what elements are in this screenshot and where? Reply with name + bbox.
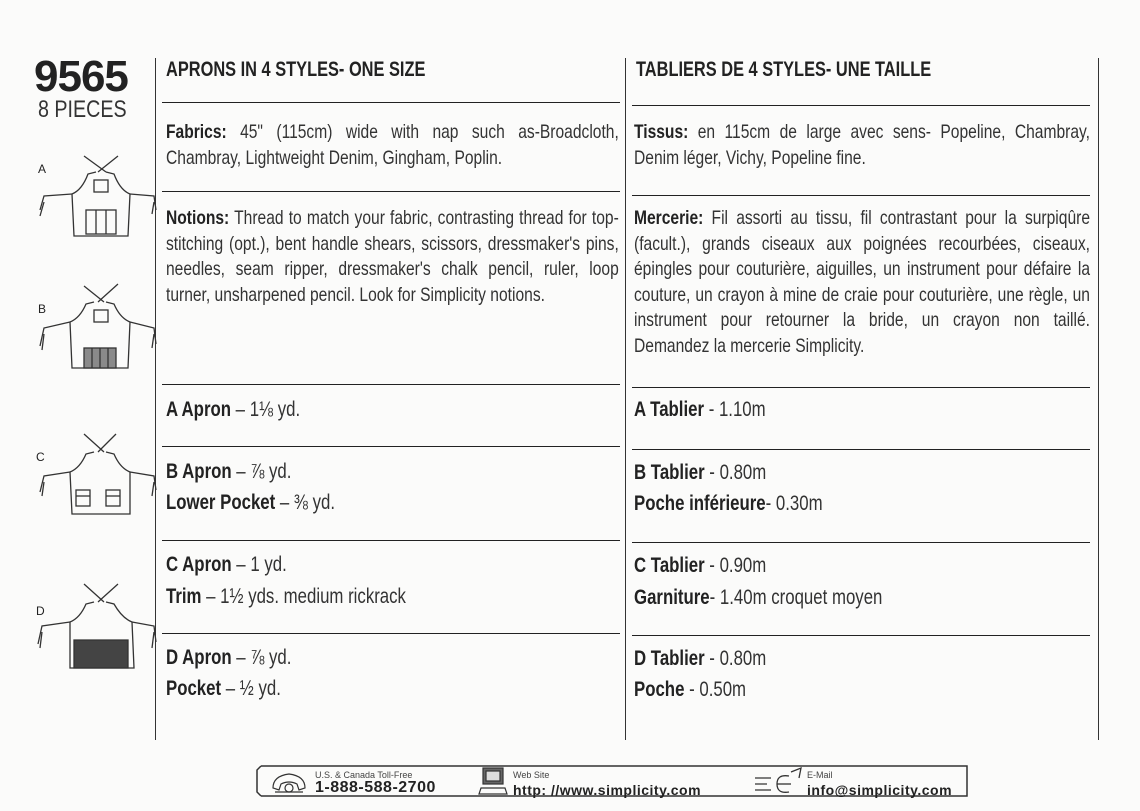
apron-a-illustration bbox=[36, 150, 156, 245]
apron-c-illustration bbox=[36, 430, 156, 525]
notions-text: Thread to match your fabric, contrasting thread for top-stitching (opt.), bent handle shears, scissors, dressmaker's pins, needles, seam ripper, dressmaker's chalk pencil, ruler, loop turner, unsharpened pencil. Look for Simplicity notions. bbox=[166, 207, 619, 306]
fabrics-text: 45" (115cm) wide with nap such as-Broadcloth, Chambray, Lightweight Denim, Gingham, Poplin. bbox=[166, 121, 619, 169]
illustration-label-d: D bbox=[36, 604, 45, 618]
computer-icon bbox=[477, 766, 511, 798]
metrage-a-tablier: A Tablier - 1.10m bbox=[634, 398, 766, 421]
metrage-b-tablier: B Tablier - 0.80m bbox=[634, 461, 767, 484]
yardage-d-apron: D Apron – ⅞ yd. bbox=[166, 646, 292, 669]
illustration-label-c: C bbox=[36, 450, 45, 464]
phone-number[interactable]: 1-888-588-2700 bbox=[315, 779, 436, 796]
french-title: TABLIERS DE 4 STYLES- UNE TAILLE bbox=[636, 58, 932, 81]
metrage-garniture: Garniture- 1.40m croquet moyen bbox=[634, 586, 883, 609]
illustration-label-b: B bbox=[38, 302, 47, 316]
mercerie-label: Mercerie: bbox=[634, 207, 704, 229]
web-caption: Web Site bbox=[513, 770, 550, 780]
yardage-c-apron: C Apron – 1 yd. bbox=[166, 553, 287, 576]
yardage-trim: Trim – 1½ yds. medium rickrack bbox=[166, 585, 406, 608]
tissus-label: Tissus: bbox=[634, 121, 689, 143]
tissus-text: en 115cm de large avec sens- Popeline, Chambray, Denim léger, Vichy, Popeline fine. bbox=[634, 121, 1090, 169]
yardage-b-apron: B Apron – ⅞ yd. bbox=[166, 460, 292, 483]
email-icon bbox=[753, 766, 803, 798]
metrage-c-tablier: C Tablier - 0.90m bbox=[634, 554, 767, 577]
pattern-number: 9565 bbox=[34, 52, 128, 101]
mercerie-text: Fil assorti au tissu, fil contrastant pour la surpiqûre (facult.), grands ciseaux aux poignées recourbées, ciseaux, épingles pour couturière, aiguilles, un instrument pour défaire la couture, un crayon à mine de craie pour couturière, une règle, un instrument pour retourner la bride, un crayon non taillé. Demandez la mercerie Simplicity. bbox=[634, 207, 1090, 357]
pieces-count: 8 PIECES bbox=[38, 96, 127, 123]
phone-caption: U.S. & Canada Toll-Free bbox=[315, 770, 413, 780]
french-fabrics bbox=[634, 120, 1140, 171]
yardage-lower-pocket: Lower Pocket – ⅜ yd. bbox=[166, 491, 336, 514]
yardage-pocket: Pocket – ½ yd. bbox=[166, 677, 281, 700]
telephone-icon bbox=[269, 768, 311, 796]
french-notions bbox=[634, 206, 1140, 359]
email-caption: E-Mail bbox=[807, 770, 833, 780]
email-address[interactable]: info@simplicity.com bbox=[807, 782, 953, 798]
apron-d-illustration bbox=[36, 578, 156, 678]
metrage-d-tablier: D Tablier - 0.80m bbox=[634, 647, 767, 670]
yardage-a-apron: A Apron – 1⅛ yd. bbox=[166, 398, 301, 421]
website-link[interactable]: http: //www.simplicity.com bbox=[513, 782, 702, 798]
illustration-label-a: A bbox=[38, 162, 47, 176]
notions-label: Notions: bbox=[166, 207, 230, 229]
metrage-poche-inferieure: Poche inférieure- 0.30m bbox=[634, 492, 823, 515]
metrage-poche: Poche - 0.50m bbox=[634, 678, 747, 701]
apron-b-illustration bbox=[36, 280, 156, 375]
english-title: APRONS IN 4 STYLES- ONE SIZE bbox=[166, 58, 426, 81]
fabrics-label: Fabrics: bbox=[166, 121, 227, 143]
contact-footer bbox=[255, 762, 975, 800]
